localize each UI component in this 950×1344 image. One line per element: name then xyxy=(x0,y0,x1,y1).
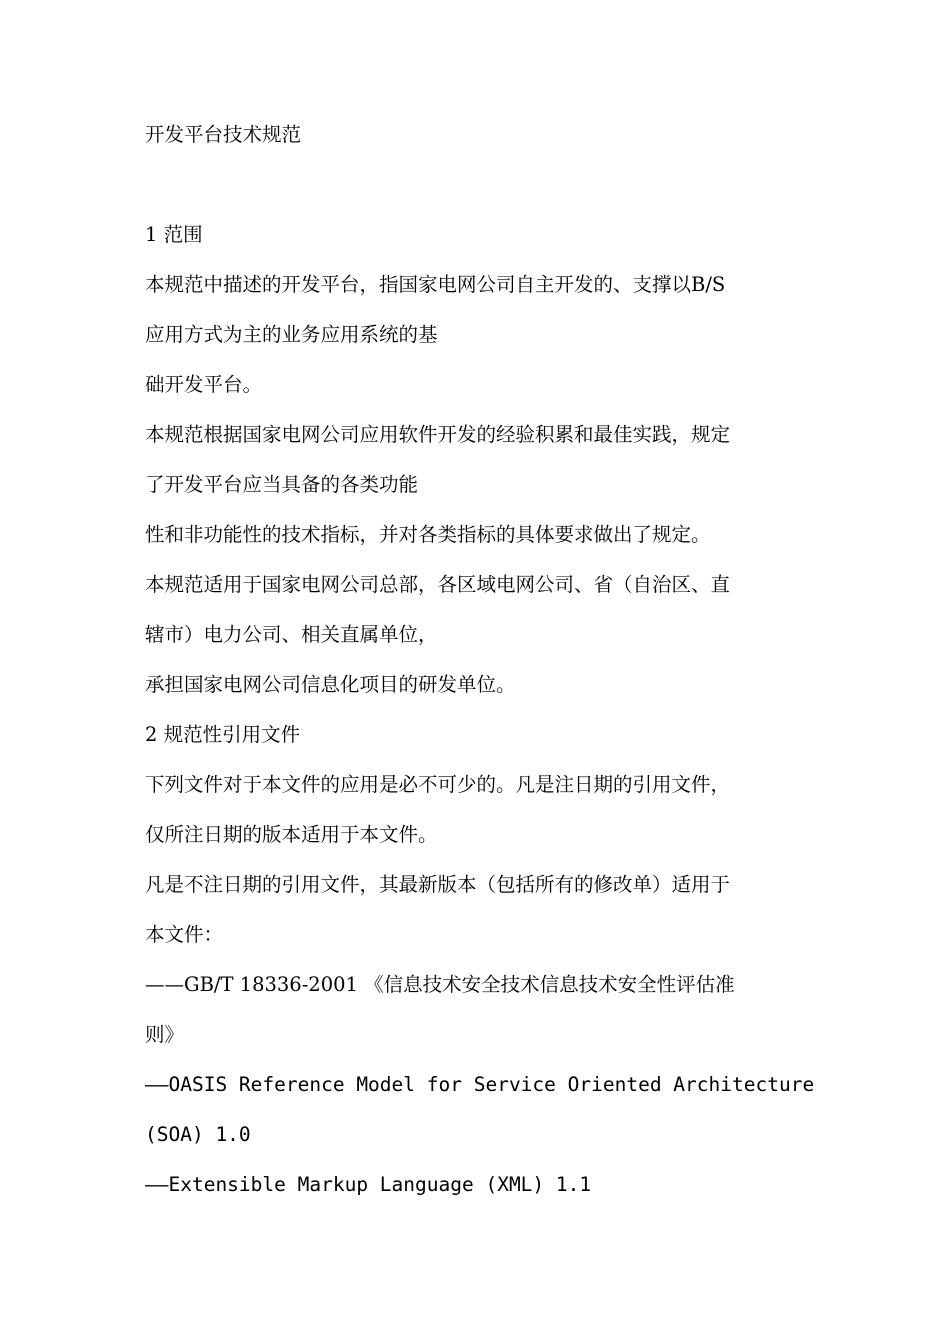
section-2-line-2: 仅所注日期的版本适用于本文件。 xyxy=(145,823,438,846)
reference-2-line-2: (SOA) 1.0 xyxy=(145,1123,251,1146)
section-1-heading: 1 范围 xyxy=(145,223,203,246)
section-2-line-4: 本文件： xyxy=(145,923,224,946)
section-1-line-4: 本规范根据国家电网公司应用软件开发的经验积累和最佳实践，规定 xyxy=(145,423,731,446)
reference-1-line-1: ——GB/T 18336-2001 《信息技术安全技术信息技术安全性评估准 xyxy=(145,973,735,996)
section-2-heading: 2 规范性引用文件 xyxy=(145,723,301,746)
section-1-line-3: 础开发平台。 xyxy=(145,373,263,396)
section-1-line-7: 本规范适用于国家电网公司总部，各区域电网公司、省（自治区、直 xyxy=(145,573,731,596)
spacer xyxy=(145,160,815,210)
section-2-line-3: 凡是不注日期的引用文件，其最新版本（包括所有的修改单）适用于 xyxy=(145,873,731,896)
reference-3-line-1: ——Extensible Markup Language (XML) 1.1 xyxy=(145,1173,592,1196)
section-1-line-5: 了开发平台应当具备的各类功能 xyxy=(145,473,419,496)
section-1-line-8: 辖市）电力公司、相关直属单位， xyxy=(145,623,438,646)
section-2-line-1: 下列文件对于本文件的应用是必不可少的。凡是注日期的引用文件， xyxy=(145,773,731,796)
section-1-line-9: 承担国家电网公司信息化项目的研发单位。 xyxy=(145,673,516,696)
reference-2-line-1: ——OASIS Reference Model for Service Oriented Architecture xyxy=(145,1073,815,1096)
section-1-line-1: 本规范中描述的开发平台，指国家电网公司自主开发的、支撑以B/S xyxy=(145,273,726,296)
reference-1-line-2: 则》 xyxy=(145,1023,185,1046)
document-body xyxy=(145,110,815,1210)
document-title: 开发平台技术规范 xyxy=(145,123,302,146)
section-1-line-6: 性和非功能性的技术指标，并对各类指标的具体要求做出了规定。 xyxy=(145,523,711,546)
section-1-line-2: 应用方式为主的业务应用系统的基 xyxy=(145,323,438,346)
